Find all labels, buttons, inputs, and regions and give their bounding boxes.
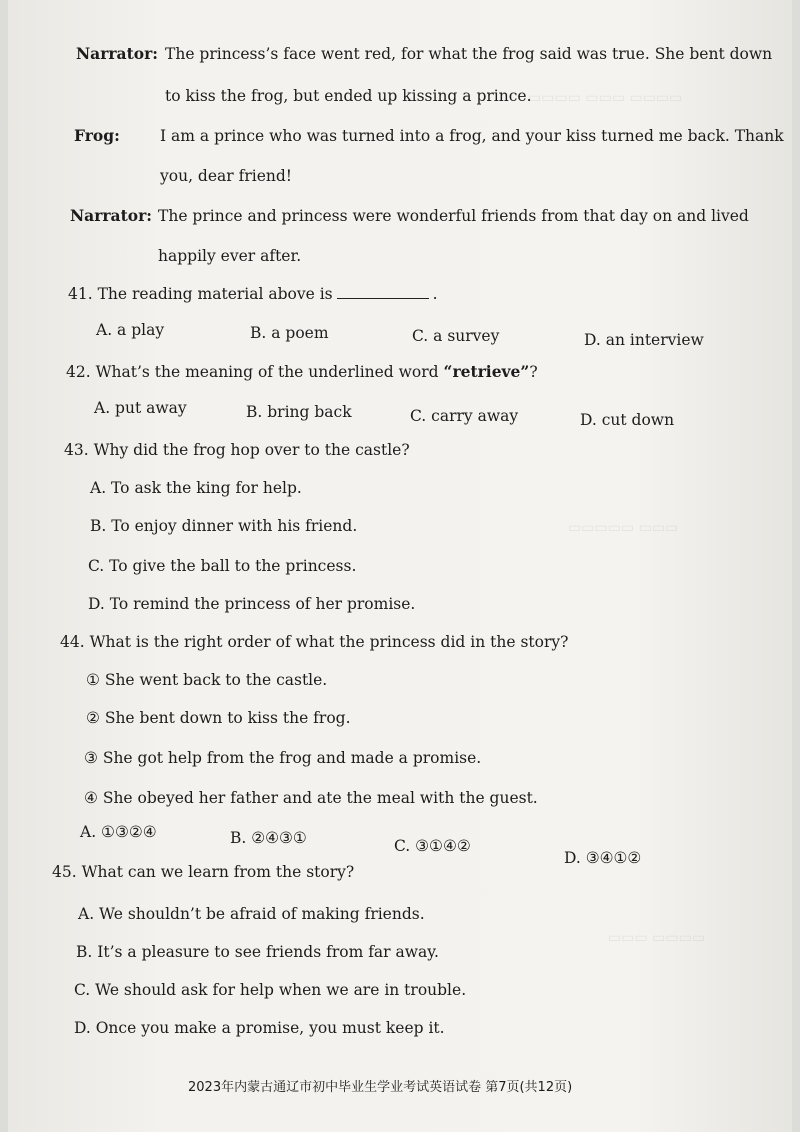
option-b: B. ②④③①: [230, 829, 307, 847]
statement-4: ④ She obeyed her father and ate the meal with the guest.: [84, 789, 538, 807]
option-c: C. To give the ball to the princess.: [88, 557, 357, 575]
question-text: ?: [529, 363, 538, 381]
option-d: D. Once you make a promise, you must keep it.: [74, 1019, 445, 1037]
statement-1: ① She went back to the castle.: [86, 671, 328, 689]
option-a: A. put away: [94, 399, 187, 417]
bleed-through: ▭▭▭ ▭▭▭▭: [608, 930, 706, 946]
option-d: D. ③④①②: [564, 849, 642, 867]
option-b: B. To enjoy dinner with his friend.: [90, 517, 358, 535]
bleed-through: ▭▭▭▭▭ ▭▭▭: [568, 520, 679, 536]
passage-line: you, dear friend!: [160, 167, 293, 185]
statement-2: ② She bent down to kiss the frog.: [86, 709, 351, 727]
keyword-retrieve: “retrieve”: [443, 362, 530, 381]
answer-blank: [337, 284, 429, 299]
passage-line: The prince and princess were wonderful friends from that day on and lived: [158, 207, 749, 225]
option-c: C. We should ask for help when we are in trouble.: [74, 981, 467, 999]
question-text: 41. The reading material above is: [68, 285, 333, 303]
statement-3: ③ She got help from the frog and made a promise.: [84, 749, 482, 767]
question-44-stem: 44. What is the right order of what the princess did in the story?: [60, 633, 569, 651]
option-b: B. It’s a pleasure to see friends from far away.: [76, 943, 439, 961]
question-43-stem: 43. Why did the frog hop over to the castle?: [64, 441, 410, 459]
option-a: A. ①③②④: [80, 823, 157, 841]
speaker-narrator: Narrator:: [70, 206, 152, 225]
question-45-stem: 45. What can we learn from the story?: [52, 863, 355, 881]
question-42-stem: [66, 362, 538, 382]
passage-line: happily ever after.: [158, 247, 302, 265]
option-b: B. bring back: [246, 403, 352, 421]
question-text: .: [432, 285, 438, 303]
option-d: D. an interview: [584, 331, 704, 349]
option-a: A. To ask the king for help.: [90, 479, 302, 497]
page-footer: 2023年内蒙古通辽市初中毕业生学业考试英语试卷 第7页(共12页): [188, 1080, 573, 1095]
option-c: C. a survey: [412, 327, 500, 345]
speaker-frog: Frog:: [74, 126, 120, 145]
exam-page: [8, 0, 792, 1132]
option-c: C. carry away: [410, 407, 519, 425]
passage-line: I am a prince who was turned into a frog, and your kiss turned me back. Thank: [160, 127, 784, 145]
option-d: D. cut down: [580, 411, 675, 429]
bleed-through: ▭▭▭▭ ▭▭▭ ▭▭▭▭: [528, 90, 683, 106]
question-text: 42. What’s the meaning of the underlined word: [66, 363, 444, 381]
passage-line: to kiss the frog, but ended up kissing a prince.: [165, 87, 532, 105]
option-a: A. a play: [96, 321, 165, 339]
question-41-stem: [68, 284, 438, 304]
option-b: B. a poem: [250, 324, 329, 342]
option-a: A. We shouldn’t be afraid of making friends.: [78, 905, 425, 923]
speaker-narrator: Narrator:: [76, 44, 158, 63]
option-c: C. ③①④②: [394, 837, 471, 855]
passage-line: The princess’s face went red, for what the frog said was true. She bent down: [165, 45, 773, 63]
option-d: D. To remind the princess of her promise.: [88, 595, 416, 613]
